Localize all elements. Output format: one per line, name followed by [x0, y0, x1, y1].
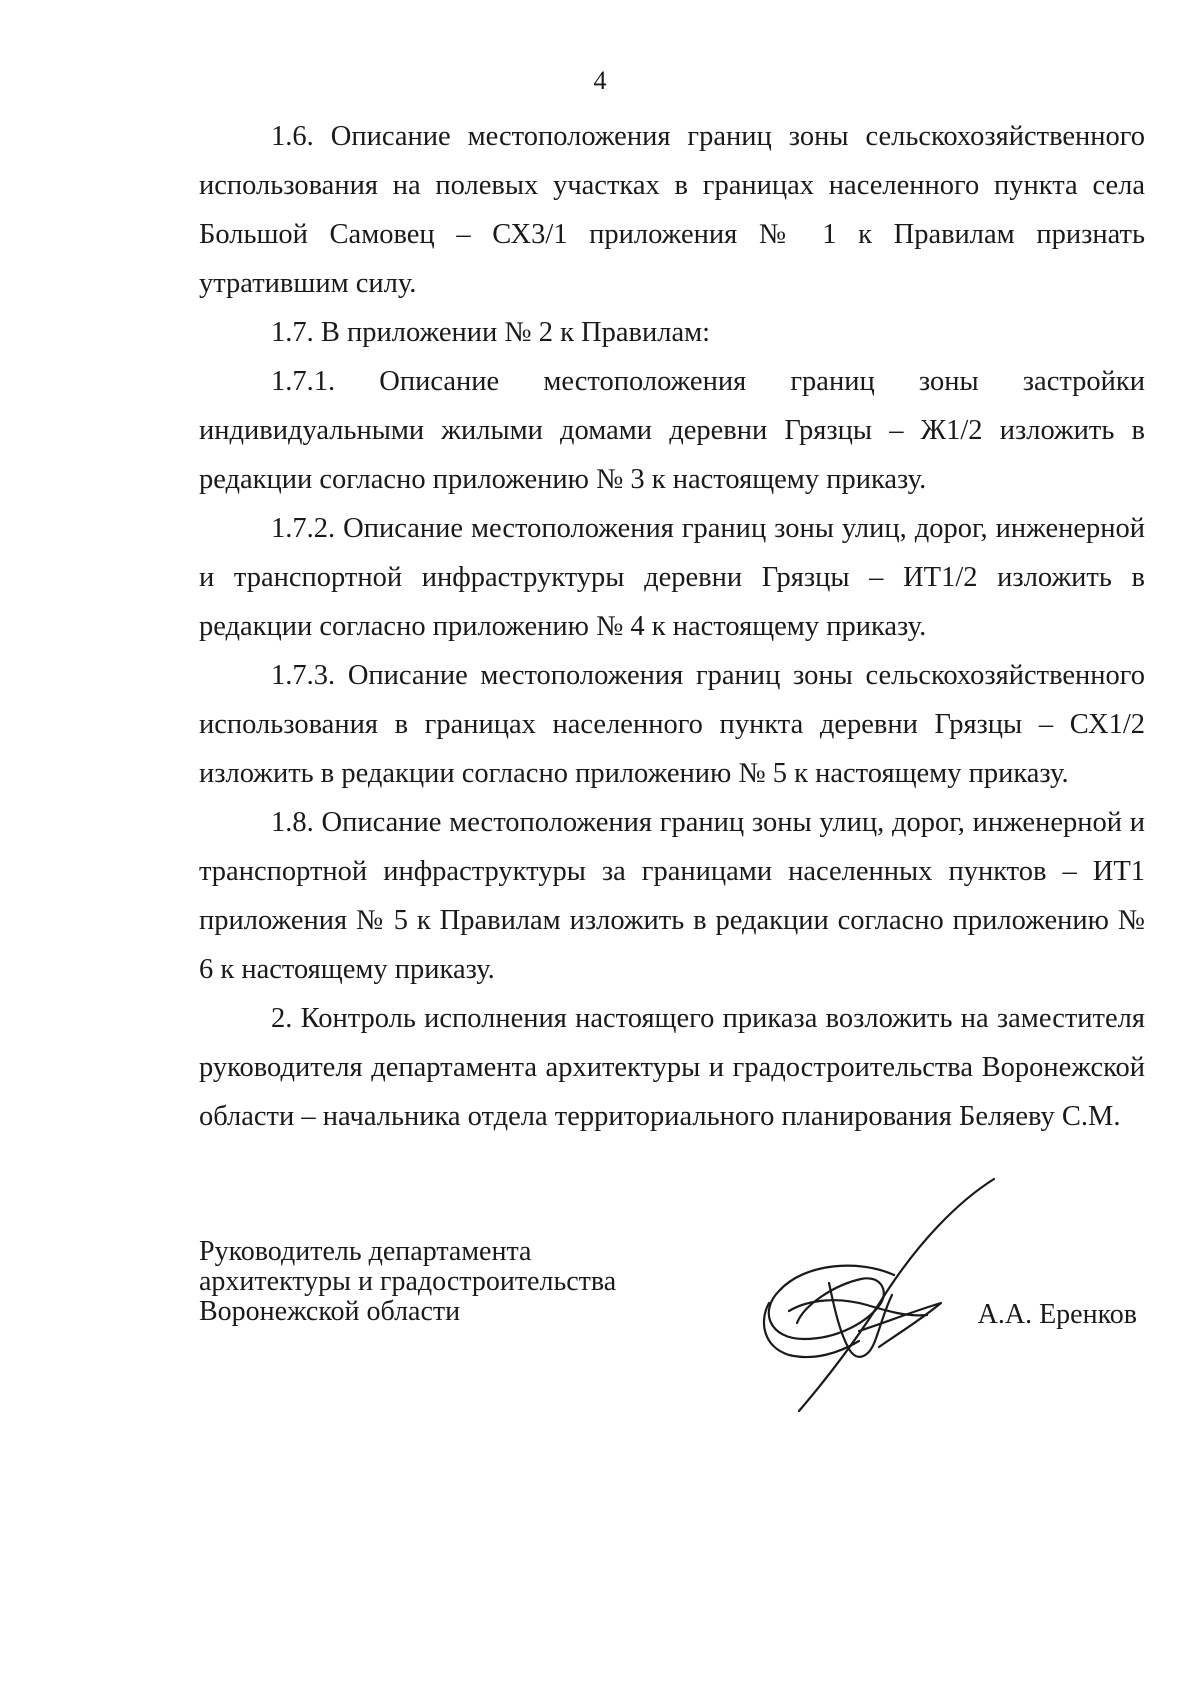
paragraph-1-7-1: 1.7.1. Описание местоположения границ зоны застройки индивидуальными жилыми домами деревни Грязцы – Ж1/2 изложить в редакции согласно приложению № 3 к настоящему приказу. — [199, 366, 1145, 495]
paragraph-1-7-3: 1.7.3. Описание местоположения границ зоны сельскохозяйственного использования в границах населенного пункта деревни Грязцы – СХ1/2 изложить в редакции согласно приложению № 5 к настоящему приказу. — [199, 660, 1145, 789]
document-body — [199, 112, 1145, 1141]
signature-block — [199, 1237, 1145, 1437]
signatory-position-line: Руководитель департамента — [199, 1236, 532, 1267]
paragraph-1-7: 1.7. В приложении № 2 к Правилам: — [271, 317, 711, 348]
signatory-position-line: Воронежской области — [199, 1296, 461, 1327]
paragraph-1-8: 1.8. Описание местоположения границ зоны улиц, дорог, инженерной и транспортной инфраструктуры за границами населенных пунктов – ИТ1 приложения № 5 к Правилам изложить в редакции согласно приложению № 6 к настоящему приказу. — [199, 807, 1145, 985]
signatory-name: А.А. Еренков — [977, 1299, 1137, 1330]
paragraph-2: 2. Контроль исполнения настоящего приказа возложить на заместителя руководителя департамента архитектуры и градостроительства Воронежской области – начальника отдела территориального планирования Беляеву С.М. — [199, 1003, 1145, 1132]
signatory-position — [199, 1237, 616, 1327]
paragraph-1-6: 1.6. Описание местоположения границ зоны сельскохозяйственного использования на полевых участках в границах населенного пункта села Большой Самовец – СХ3/1 приложения № 1 к Правилам признать утратившим силу. — [199, 121, 1145, 299]
signatory-position-line: архитектуры и градостроительства — [199, 1266, 617, 1297]
paragraph-1-7-2: 1.7.2. Описание местоположения границ зоны улиц, дорог, инженерной и транспортной инфраструктуры деревни Грязцы – ИТ1/2 изложить в редакции согласно приложению № 4 к настоящему приказу. — [199, 513, 1145, 642]
page-number: 4 — [593, 66, 607, 95]
handwritten-signature — [709, 1171, 1009, 1421]
